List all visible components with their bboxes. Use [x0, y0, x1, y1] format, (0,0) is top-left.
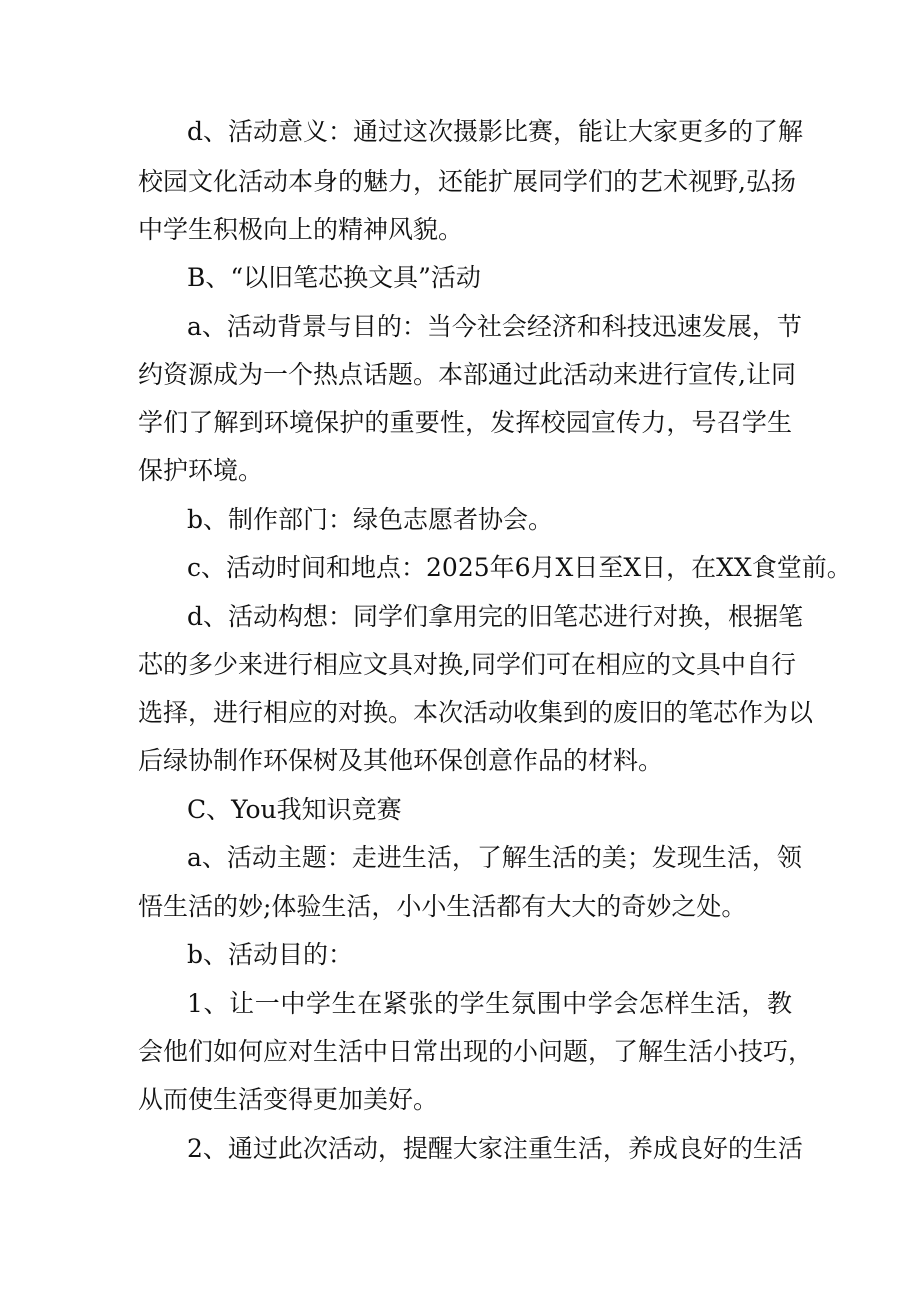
text-line: d、活动构想：同学们拿用完的旧笔芯进行对换，根据笔: [187, 602, 804, 631]
section-heading: B、“以旧笔芯换文具”活动: [187, 263, 481, 292]
text-line: b、活动目的：: [187, 940, 354, 969]
text-line: 2、通过此次活动，提醒大家注重生活，养成良好的生活: [187, 1134, 803, 1163]
text-line: 约资源成为一个热点话题。本部通过此活动来进行宣传,让同: [138, 360, 796, 389]
text-line: 学们了解到环境保护的重要性，发挥校园宣传力，号召学生: [138, 408, 792, 437]
text-line: 悟生活的妙;体验生活，小小生活都有大大的奇妙之处。: [138, 892, 747, 921]
text-line: a、活动主题：走进生活，了解生活的美；发现生活，领: [187, 843, 802, 872]
text-line: 中学生积极向上的精神风貌。: [138, 215, 464, 244]
text-line: 芯的多少来进行相应文具对换,同学们可在相应的文具中自行: [138, 650, 796, 679]
text-line: a、活动背景与目的：当今社会经济和科技迅速发展，节: [187, 312, 802, 341]
text-line: b、制作部门：绿色志愿者协会。: [187, 505, 554, 534]
text-line: c、活动时间和地点：2025年6月X日至X日，在XX食堂前。: [187, 553, 852, 582]
section-heading: C、You我知识竞赛: [187, 795, 402, 824]
text-line: 会他们如何应对生活中日常出现的小问题，了解生活小技巧，: [138, 1037, 814, 1066]
text-line: 从而使生活变得更加美好。: [138, 1085, 439, 1114]
text-line: d、活动意义：通过这次摄影比赛，能让大家更多的了解: [187, 117, 804, 146]
text-line: 1、让一中学生在紧张的学生氛围中学会怎样生活，教: [187, 989, 792, 1018]
text-line: 选择，进行相应的对换。本次活动收集到的废旧的笔芯作为以: [138, 698, 814, 727]
text-line: 后绿协制作环保树及其他环保创意作品的材料。: [138, 746, 664, 775]
text-line: 校园文化活动本身的魅力，还能扩展同学们的艺术视野,弘扬: [138, 167, 796, 196]
text-line: 保护环境。: [138, 456, 264, 485]
